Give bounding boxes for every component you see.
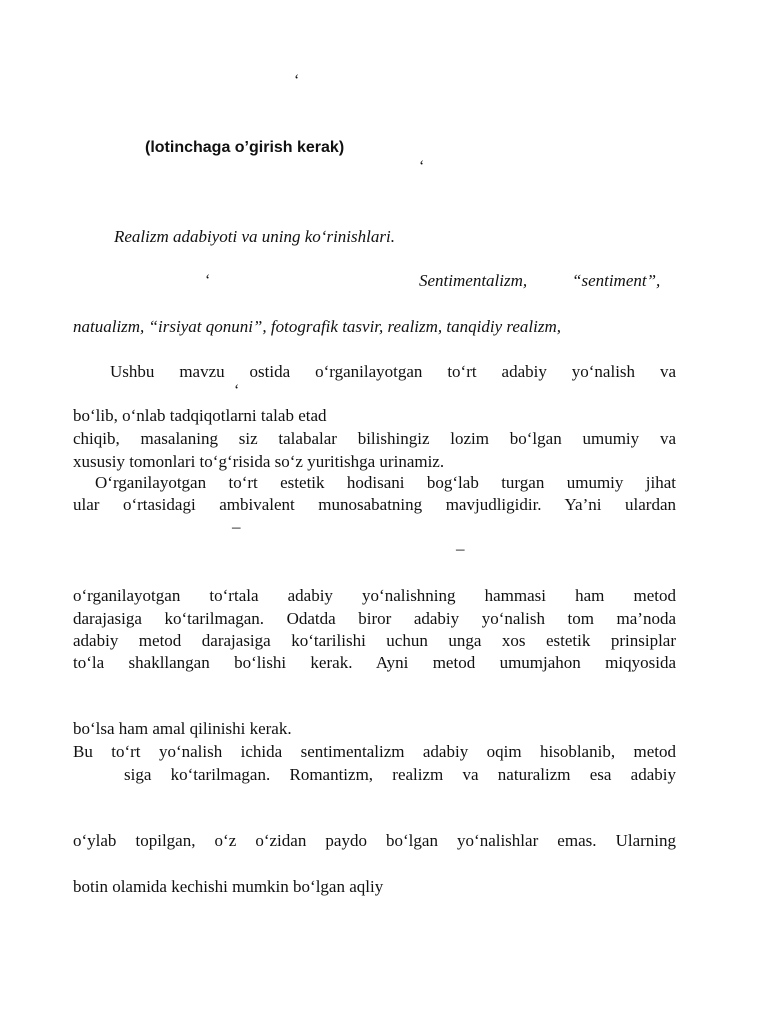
translation-note: (lotinchaga o’girish kerak) [145, 139, 345, 156]
paragraph-line: o‘ylab topilgan, o‘z o‘zidan paydo bo‘lgan yo‘nalishlar emas. Ularning [73, 831, 676, 850]
paragraph-line: o‘rganilayotgan to‘rtala adabiy yo‘nalishning hammasi ham metod [73, 586, 676, 605]
quote-mark: ‘ [294, 72, 300, 89]
keywords-line: natualizm, “irsiyat qonuni”, fotografik tasvir, realizm, tanqidiy realizm, [73, 317, 561, 336]
paragraph-line: xususiy tomonlari to‘g‘risida so‘z yuritishga urinamiz. [73, 452, 445, 471]
keyword-sentimentalism: Sentimentalizm, [419, 271, 528, 290]
paragraph-line: siga ko‘tarilmagan. Romantizm, realizm va naturalizm esa adabiy [124, 765, 676, 784]
paragraph-line: darajasiga ko‘tarilmagan. Odatda biror adabiy yo‘nalish tom ma’noda [73, 609, 676, 628]
paragraph-line: O‘rganilayotgan to‘rt estetik hodisani bog‘lab turgan umumiy jihat [95, 473, 676, 492]
paragraph-line: botin olamida kechishi mumkin bo‘lgan aqliy [73, 877, 384, 896]
dash-mark: – [456, 539, 465, 558]
paragraph-line: bo‘lib, o‘nlab tadqiqotlarni talab etad [73, 406, 327, 425]
paragraph-line: bo‘lsa ham amal qilinishi kerak. [73, 719, 292, 738]
quote-mark: ‘ [205, 272, 211, 289]
paragraph-line: to‘la shakllangan bo‘lishi kerak. Ayni metod umumjahon miqyosida [73, 653, 676, 672]
paragraph-line: Bu to‘rt yo‘nalish ichida sentimentalizm adabiy oqim hisoblanib, metod [73, 742, 676, 761]
paragraph-line: chiqib, masalaning siz talabalar bilishingiz lozim bo‘lgan umumiy va [73, 429, 676, 448]
quote-mark: ‘ [419, 158, 425, 175]
section-subtitle: Realizm adabiyoti va uning ko‘rinishlari. [114, 227, 395, 246]
quote-mark: ‘ [234, 382, 240, 399]
paragraph-line: Ushbu mavzu ostida o‘rganilayotgan to‘rt adabiy yo‘nalish va [110, 362, 676, 381]
paragraph-line: ular o‘rtasidagi ambivalent munosabatning mavjudligidir. Ya’ni ulardan [73, 495, 676, 514]
dash-mark: – [232, 517, 241, 536]
paragraph-line: adabiy metod darajasiga ko‘tarilishi uchun unga xos estetik prinsiplar [73, 631, 676, 650]
keyword-sentiment: “sentiment”, [572, 271, 661, 290]
